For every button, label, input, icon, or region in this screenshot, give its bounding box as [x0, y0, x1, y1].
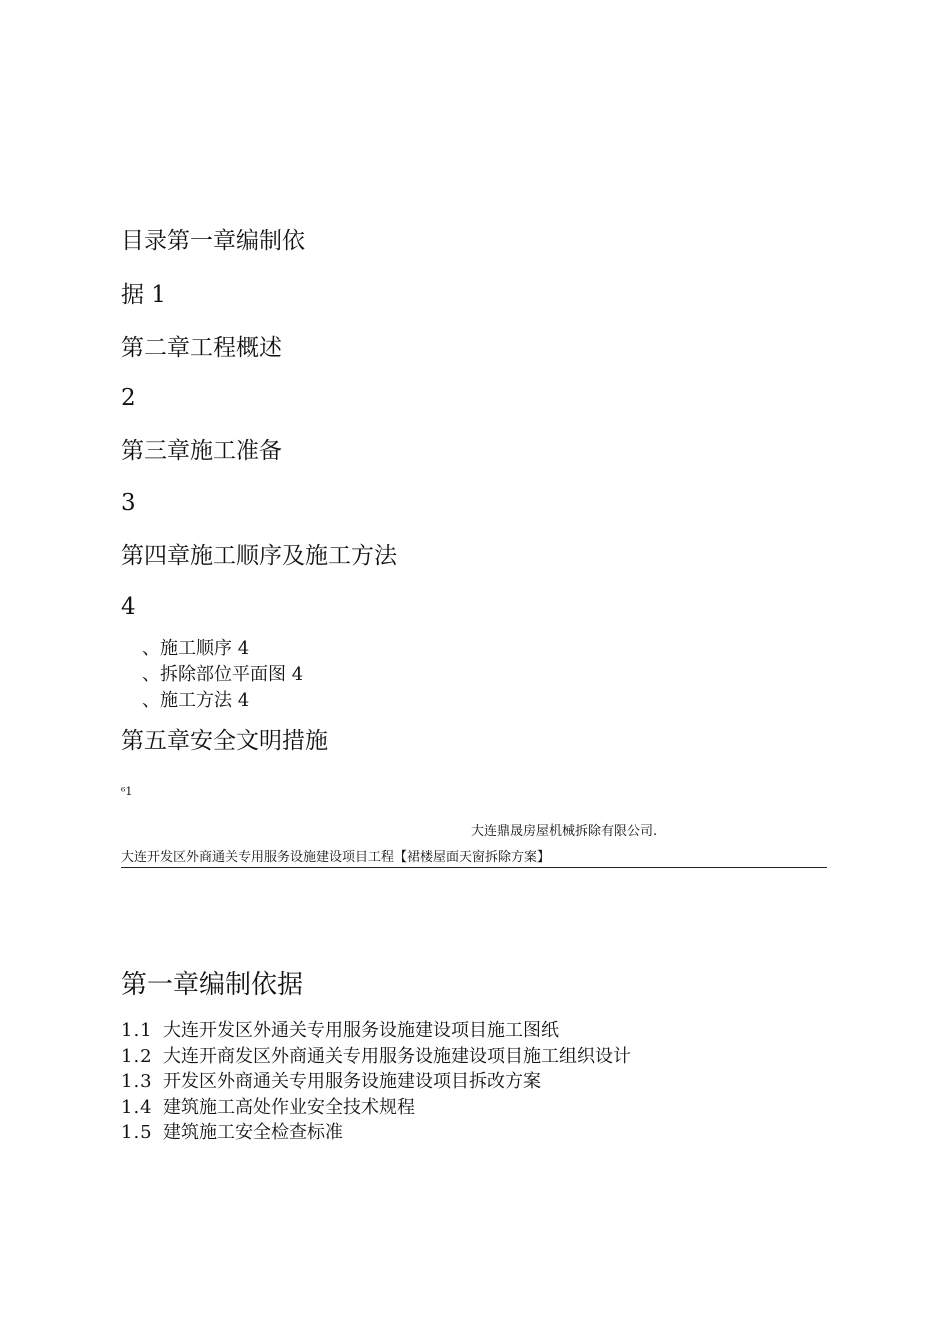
- item-text: 建筑施工高处作业安全技术规程: [163, 1096, 415, 1118]
- toc-line-8: 4: [121, 594, 136, 620]
- item-number: 1.1: [121, 1020, 153, 1041]
- toc-line-5: 第三章施工准备: [121, 438, 282, 464]
- toc-sub-item: 、拆除部位平面图 4: [142, 664, 304, 685]
- item-number: 1.5: [121, 1122, 153, 1143]
- list-item: [121, 1069, 631, 1095]
- item-text: 大连开商发区外商通关专用服务设施建设项目施工组织设计: [163, 1045, 631, 1067]
- item-text: 建筑施工安全检查标准: [163, 1122, 343, 1143]
- toc-chapter5: 第五章安全文明措施: [121, 728, 328, 754]
- toc-line-6: 3: [121, 490, 136, 516]
- toc-line-1: 目录第一章编制依: [121, 228, 305, 254]
- basis-list: [121, 1018, 631, 1146]
- item-number: 1.2: [121, 1045, 153, 1067]
- list-item: [121, 1095, 631, 1121]
- page-mark: ⁶1: [121, 785, 133, 798]
- toc-sub-item: 、施工方法 4: [142, 690, 250, 711]
- project-title: 大连开发区外商通关专用服务设施建设项目工程【裙楼屋面天窗拆除方案】: [121, 846, 827, 868]
- item-text: 开发区外商通关专用服务设施建设项目拆改方案: [163, 1071, 541, 1092]
- chapter1-title: 第一章编制依据: [121, 970, 304, 1000]
- toc-sub-item: 、施工顺序 4: [142, 638, 250, 659]
- item-text: 大连开发区外通关专用服务设施建设项目施工图纸: [163, 1020, 559, 1041]
- company-name: 大连鼎晟房屋机械拆除有限公司.: [471, 824, 658, 839]
- list-item: [121, 1018, 631, 1044]
- list-item: [121, 1044, 631, 1070]
- toc-line-4: 2: [121, 385, 136, 411]
- item-number: 1.4: [121, 1096, 153, 1118]
- toc-line-2: 据 1: [121, 282, 166, 308]
- item-number: 1.3: [121, 1071, 153, 1092]
- toc-line-3: 第二章工程概述: [121, 335, 282, 361]
- list-item: [121, 1120, 631, 1146]
- toc-line-7: 第四章施工顺序及施工方法: [121, 543, 397, 569]
